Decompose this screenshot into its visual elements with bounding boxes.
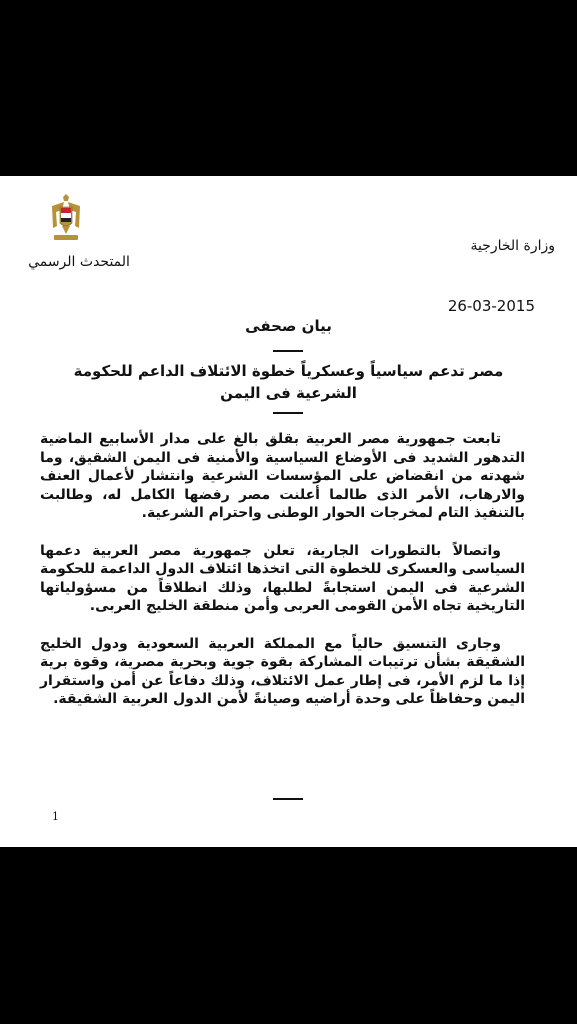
end-divider xyxy=(273,798,303,800)
paragraph: واتصالاً بالتطورات الجارية، تعلن جمهورية مصر العربية دعمها السياسى والعسكرى للخطوة التى اتخذها ائتلاف الدول الداعمة للحكومة الشرعية فى اليمن استجابةً لطلبها، وذلك انطلاقاً من مسؤولياتها التاريخية تجاه الأمن القومى العربى وأمن منطقة الخليج العربى. xyxy=(40,542,525,614)
spokesman-label: المتحدث الرسمي xyxy=(28,254,130,270)
statement-body xyxy=(40,430,525,728)
page-number: 1 xyxy=(52,810,59,823)
title-divider xyxy=(273,350,303,352)
paragraph: وجارى التنسيق حالياً مع المملكة العربية السعودية ودول الخليج الشقيقة بشأن ترتيبات المشاركة بقوة جوية وبحرية مصرية، وقوة برية إذا ما لزم الأمر، فى إطار عمل الائتلاف، وذلك دفاعاً عن أمن واستقرار اليمن وحفاظاً على وحدة أراضيه وصيانةً لأمن الدول العربية الشقيقة. xyxy=(40,635,525,707)
document-page xyxy=(0,176,577,847)
paragraph: تابعت جمهورية مصر العربية بقلق بالغ على مدار الأسابيع الماضية التدهور الشديد فى الأوضاع السياسية والأمنية فى اليمن الشقيق، وما شهدته من انقضاض على المؤسسات الشرعية وانتشار لأعمال العنف والارهاب، الأمر الذى طالما أعلنت مصر رفضها الكامل له، وطالبت بالتنفيذ التام لمخرجات الحوار الوطنى واحترام الشرعية. xyxy=(40,431,525,521)
ministry-name: وزارة الخارجية xyxy=(470,238,555,254)
eagle-emblem-icon xyxy=(50,192,82,244)
headline-divider xyxy=(273,412,303,414)
statement-date: 26-03-2015 xyxy=(447,297,535,315)
document-title: بيان صحفى xyxy=(245,317,332,335)
statement-headline: مصر تدعم سياسياً وعسكرياً خطوة الائتلاف الداعم للحكومة الشرعية فى اليمن xyxy=(73,362,504,402)
